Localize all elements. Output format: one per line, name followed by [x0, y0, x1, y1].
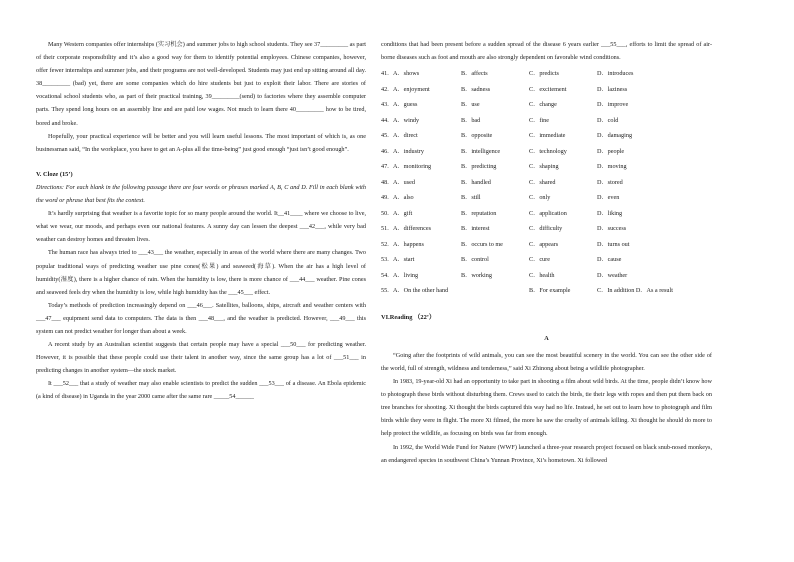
option-row: 42. A．enjoyment B．sadness C．excitement D．laziness: [381, 85, 628, 93]
option-row: 55. A．On the other hand B．For example C．In addition D．As a result: [381, 287, 673, 295]
option-row: 48. A．used B．handled C．shared D．stored: [381, 178, 623, 186]
option-row: 43. A．guess B．use C．change D．improve: [381, 101, 629, 109]
left-column: [36, 38, 366, 404]
passage-paragraph: Hopefully, your practical experience will be better and you will learn useful lessons. The most important of which is, as one businessman said, “In the workplace, you have to get an A-plus all the time-being” just good enough “just isn’t good enough”.: [36, 132, 366, 153]
passage-paragraph: Many Western companies offer internships (实习机会) and summer jobs to high school students. They see 37_________ as part of their corporate responsibility and it’s also a good way for them to identify potential employees. Chinese companies, however, offer fewer internships and summer jobs, and their programs are not well-developed. Students may just end up sitting around all day. 38_________ (bad) yet, there are some companies which do hire students but just to exploit their labor. There are stories of vocational school students who, as part of their practical training, 39_________(send) to factories where they assemble computer parts. They spend long hours on an assembly line and are paid low wages. Not much to learn there 40_________ how to be tired, bored and broke.: [36, 41, 366, 127]
right-column: [381, 38, 712, 467]
option-row: 52. A．happens B．occurs to me C．appears D．turns out: [381, 240, 630, 248]
reading-paragraph: “Going after the footprints of wild animals, you can see the most beautiful scenery in the world. You can see the other side of the world, full of strength, wildness and tenderness,” said Xi Zhinong about being a wildlife photographer.: [381, 351, 712, 372]
cloze-continuation: conditions that had been present before a sudden spread of the disease 6 years earlier ___55___, efforts to limit the spread of air-borne diseases such as foot and mouth are also strongly dependent on favorable wind conditions.: [381, 41, 712, 62]
cloze-directions: Directions: For each blank in the following passage there are four words or phrases marked A, B, C and D. Fill in each blank with the word or phrase that best fits the context.: [36, 183, 366, 205]
option-row: 50. A．gift B．reputation C．application D．liking: [381, 209, 623, 217]
option-row: 44. A．windy B．bad C．fine D．cold: [381, 116, 619, 124]
option-row: 46. A．industry B．intelligence C．technology D．people: [381, 147, 625, 155]
passage-label: A: [544, 334, 549, 342]
section-heading-cloze: V. Cloze (15’): [36, 170, 73, 178]
cloze-paragraph: It’s hardly surprising that weather is a favorite topic for so many people around the world. It__41____ where we choose to live, what we wear, our moods, and perhaps even our national features. A sunny day can lessen the deepest ___42___, while very bad weather can destroy homes and threaten lives.: [36, 210, 366, 244]
option-list: [381, 66, 712, 299]
option-row: 53. A．start B．control C．cure D．cause: [381, 256, 622, 264]
cloze-paragraph: A recent study by an Australian scientist suggests that certain people may have a special ___50___ for predicting weather. However, it is possible that these people could use their talent in another way, since the same group has a lot of ___51___ in predicting changes in another system—the stock market.: [36, 341, 366, 375]
cloze-paragraph: It ___52___ that a study of weather may also enable scientists to predict the sudden ___53___ of a disease. An Ebola epidemic (a kind of disease) in Uganda in the year 2000 came after the same rare _____54______: [36, 380, 366, 401]
section-heading-reading: VI.Reading （22’）: [381, 313, 436, 321]
cloze-paragraph: The human race has always tried to ___43___ the weather, especially in areas of the world where there are many changes. Two popular traditional ways of predicting weather use pine cones(松果) and seaweed(海草). When the air has a high level of humidity(湿度), there is a higher chance of rain. When the humidity is low, there is more chance of ___44___ weather. Pine cones and seaweed feels dry when the humidity is low, while high humidity has the ___45___ effect.: [36, 249, 366, 296]
option-row: 45. A．direct B．opposite C．immediate D．damaging: [381, 132, 633, 140]
option-row: 49. A．also B．still C．only D．even: [381, 194, 620, 202]
option-row: 41. A．shows B．affects C．predicts D．introduces: [381, 70, 634, 78]
option-row: 51. A．differences B．interest C．difficulty D．success: [381, 225, 627, 233]
reading-paragraph: In 1992, the World Wide Fund for Nature (WWF) launched a three-year research project focused on black snub-nosed monkeys, an endangered species in southwest China’s Yunnan Province, Xi’s hometown. Xi followed: [381, 443, 712, 464]
reading-paragraph: In 1983, 19-year-old Xi had an opportunity to take part in shooting a film about wild birds. At the time, people didn’t know how to photograph these birds without disturbing them. Crews used to catch the birds, tie their legs with ropes and then put them back on tree branches for shooting. Xi thought the birds captured this way had no life. Instead, he set out to learn how to photograph and film birds while they were in flight. The more Xi filmed, the more he saw the cruelty of animals killing. Xi thought he should do more to help protect the wildlife, as focusing on birds was far from enough.: [381, 378, 712, 438]
cloze-paragraph: Today’s methods of prediction increasingly depend on ___46___. Satellites, balloons, ships, aircraft and weather centers with ___47___ equipment send data to computers. The data is then ___48___, and the weather is predicted. However, ___49___ this system can not predict weather for longer than about a week.: [36, 301, 366, 335]
option-row: 54. A．living B．working C．health D．weather: [381, 271, 628, 279]
option-row: 47. A．monitoring B．predicting C．shaping D．moving: [381, 163, 627, 171]
